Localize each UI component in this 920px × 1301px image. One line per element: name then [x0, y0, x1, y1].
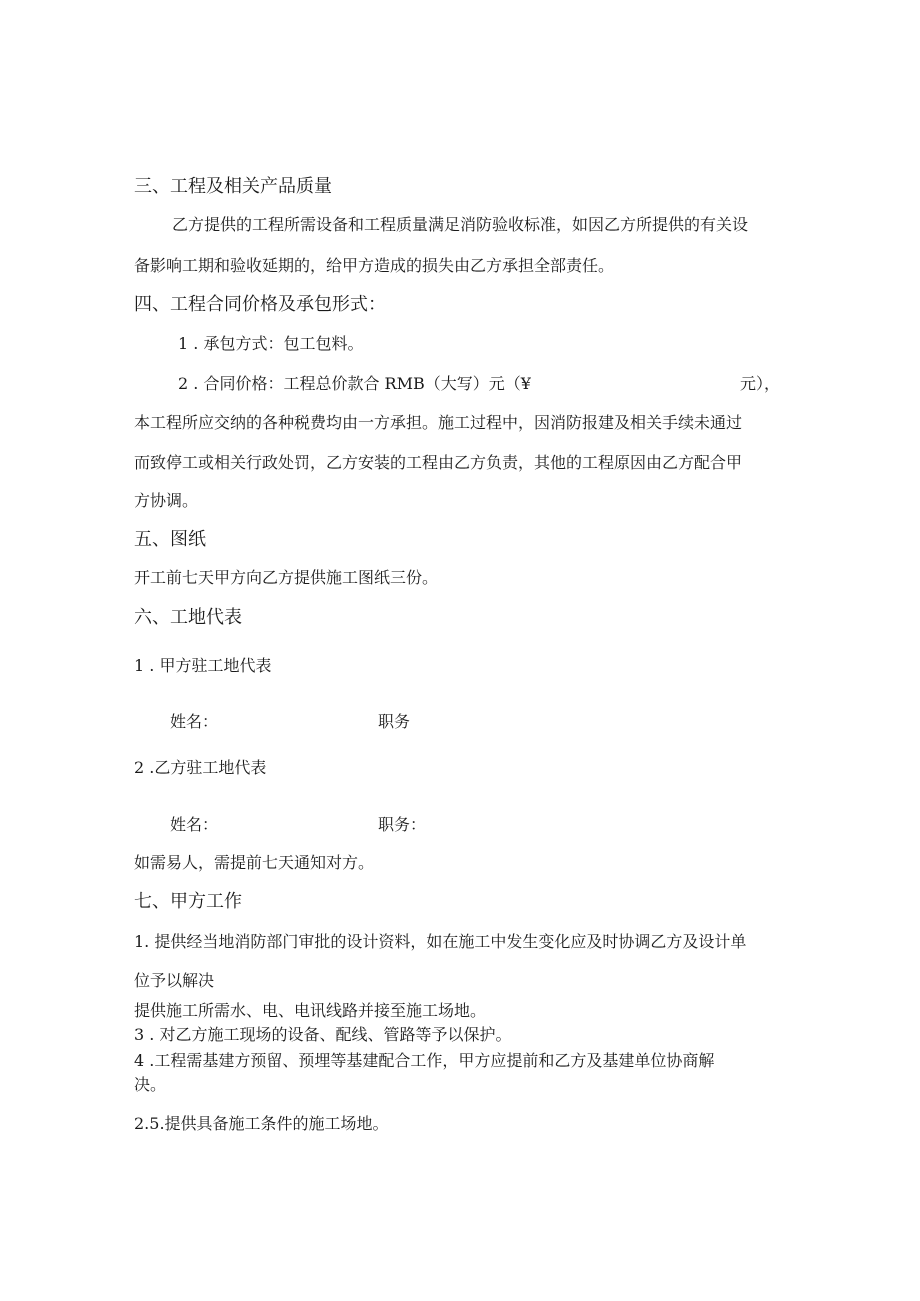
- paragraph-line: 位予以解决: [134, 971, 215, 990]
- list-item: 1 . 甲方驻工地代表: [134, 656, 272, 675]
- contract-price-end: 元），: [740, 374, 781, 393]
- contract-price-label: 2 . 合同价格：工程总价款合 RMB（大写）元（¥: [178, 374, 531, 393]
- list-item: [178, 374, 781, 394]
- list-item: 1. 提供经当地消防部门审批的设计资料，如在施工中发生变化应及时协调乙方及设计单: [134, 932, 747, 951]
- rep-name-label: 姓名：: [170, 712, 219, 731]
- rep-role-label: 职务: [378, 712, 411, 731]
- paragraph-line: 而致停工或相关行政处罚，乙方安装的工程由乙方负责，其他的工程原因由乙方配合甲: [134, 453, 743, 472]
- paragraph-line: 备影响工期和验收延期的，给甲方造成的损失由乙方承担全部责任。: [134, 256, 615, 275]
- section-heading-5: 五、图纸: [134, 529, 206, 550]
- paragraph-line: 方协调。: [134, 491, 199, 510]
- list-item: 提供施工所需水、电、电讯线路并接至施工场地。: [134, 1001, 487, 1020]
- section-heading-4: 四、工程合同价格及承包形式：: [134, 294, 386, 315]
- list-item: 2.5.提供具备施工条件的施工场地。: [134, 1114, 389, 1133]
- section-heading-3: 三、工程及相关产品质量: [134, 176, 332, 197]
- rep-name-label: 姓名：: [170, 815, 219, 834]
- paragraph-line: 开工前七天甲方向乙方提供施工图纸三份。: [134, 568, 439, 587]
- paragraph-line: 决。: [134, 1075, 167, 1094]
- rep-role-label: 职务：: [378, 815, 427, 834]
- paragraph-line: 如需易人，需提前七天通知对方。: [134, 853, 375, 872]
- list-item: 2 .乙方驻工地代表: [134, 758, 267, 777]
- section-heading-6: 六、工地代表: [134, 607, 242, 628]
- paragraph-line: 本工程所应交纳的各种税费均由一方承担。施工过程中，因消防报建及相关手续未通过: [134, 413, 743, 432]
- section-heading-7: 七、甲方工作: [134, 891, 242, 912]
- list-item: 4 .工程需基建方预留、预埋等基建配合工作，甲方应提前和乙方及基建单位协商解: [134, 1051, 715, 1070]
- list-item: 3 . 对乙方施工现场的设备、配线、管路等予以保护。: [134, 1025, 512, 1044]
- paragraph-line: 乙方提供的工程所需设备和工程质量满足消防验收标准，如因乙方所提供的有关设: [172, 215, 749, 234]
- list-item: 1 . 承包方式：包工包料。: [178, 334, 364, 353]
